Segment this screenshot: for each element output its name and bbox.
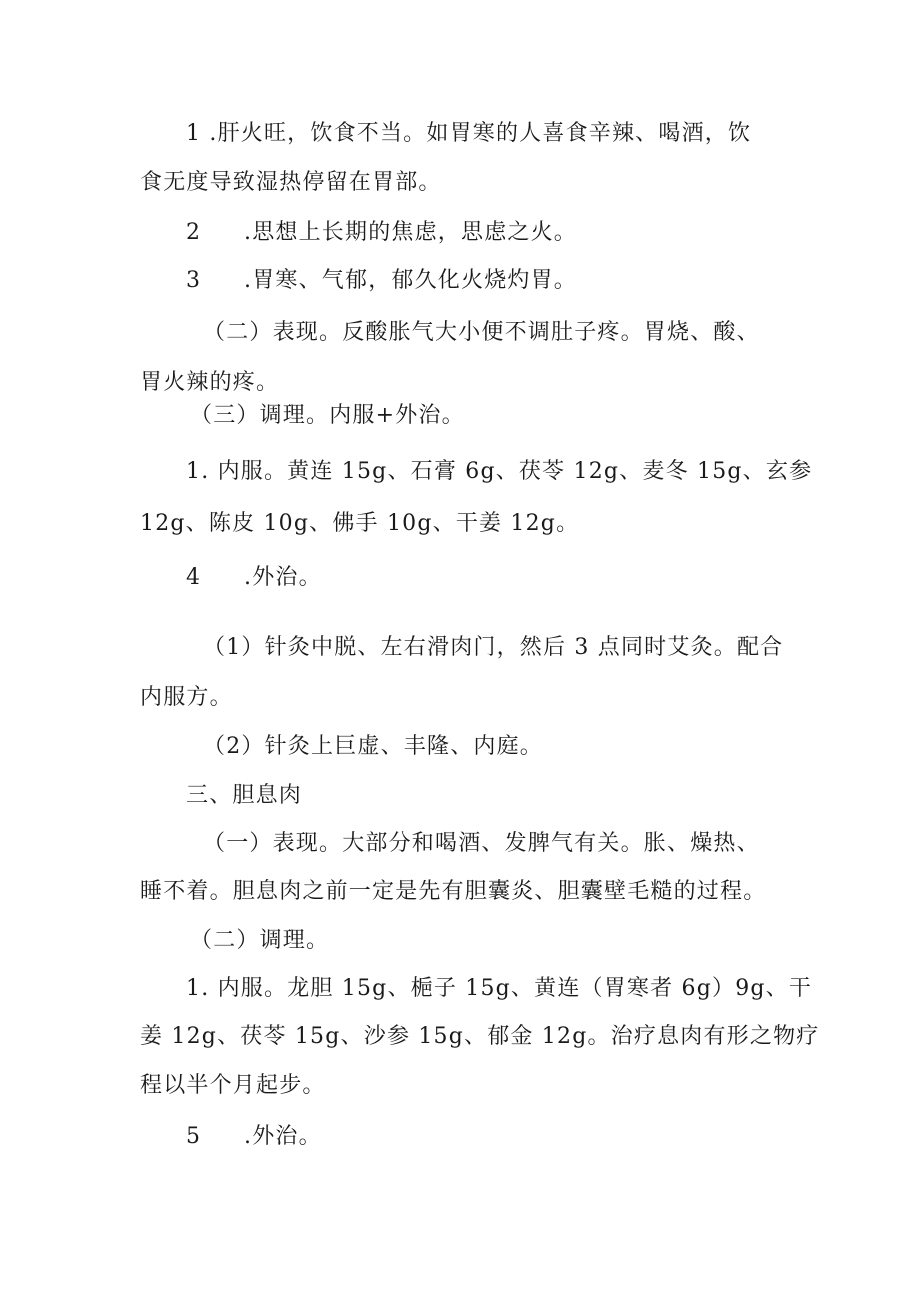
- paragraph-line: 1. 内服。龙胆 15g、梔子 15g、黄连（胃寒者 6g）9g、干: [186, 976, 813, 1001]
- paragraph-line: 1. 内服。黄连 15g、石膏 6g、茯苓 12g、麦冬 15g、玄参: [186, 459, 813, 484]
- item-text: .外治。: [244, 1124, 322, 1149]
- paragraph-line: 姜 12g、茯苓 15g、沙参 15g、郁金 12g。治疗息肉有形之物疗: [140, 1024, 820, 1049]
- item-text: .胃寒、气郁，郁久化火烧灼胃。: [244, 268, 577, 293]
- item-number: 2: [186, 220, 202, 245]
- paragraph-line: 12g、陈皮 10g、佛手 10g、干姜 12g。: [140, 511, 580, 536]
- paragraph-line: （2）针灸上巨虚、丰隆、内庭。: [203, 734, 543, 759]
- section-title: 三、胆息肉: [186, 783, 303, 808]
- paragraph-line: 程以半个月起步。: [140, 1073, 326, 1098]
- paragraph-line: （1）针灸中脱、左右滑肉门，然后 3 点同时艾灸。配合: [203, 635, 784, 660]
- numbered-item: [186, 218, 577, 248]
- item-number: 5: [186, 1124, 202, 1149]
- item-number: 3: [186, 268, 202, 293]
- item-text: .思想上长期的焦虑，思虑之火。: [244, 220, 577, 245]
- item-number: 4: [186, 565, 202, 590]
- numbered-item: [186, 1122, 322, 1152]
- numbered-item: [186, 266, 577, 296]
- numbered-item: [186, 563, 322, 593]
- paragraph-line: 食无度导致湿热停留在胃部。: [140, 170, 442, 195]
- paragraph-line: 1 .肝火旺，饮食不当。如胃寒的人喜食辛辣、喝酒，饮: [186, 121, 752, 146]
- section-heading: （三）调理。内服+外治。: [190, 403, 465, 428]
- section-heading: （二）表现。反酸胀气大小便不调肚子疼。胃烧、酸、: [203, 320, 760, 345]
- paragraph-line: 内服方。: [140, 685, 233, 710]
- section-heading: （二）调理。: [190, 928, 330, 953]
- item-text: .外治。: [244, 565, 322, 590]
- paragraph-line: 睡不着。胆息肉之前一定是先有胆囊炎、胆囊壁毛糙的过程。: [140, 879, 767, 904]
- section-heading: （一）表现。大部分和喝酒、发脾气有关。胀、燥热、: [203, 831, 760, 856]
- paragraph-line: 胃火辣的疼。: [140, 370, 280, 395]
